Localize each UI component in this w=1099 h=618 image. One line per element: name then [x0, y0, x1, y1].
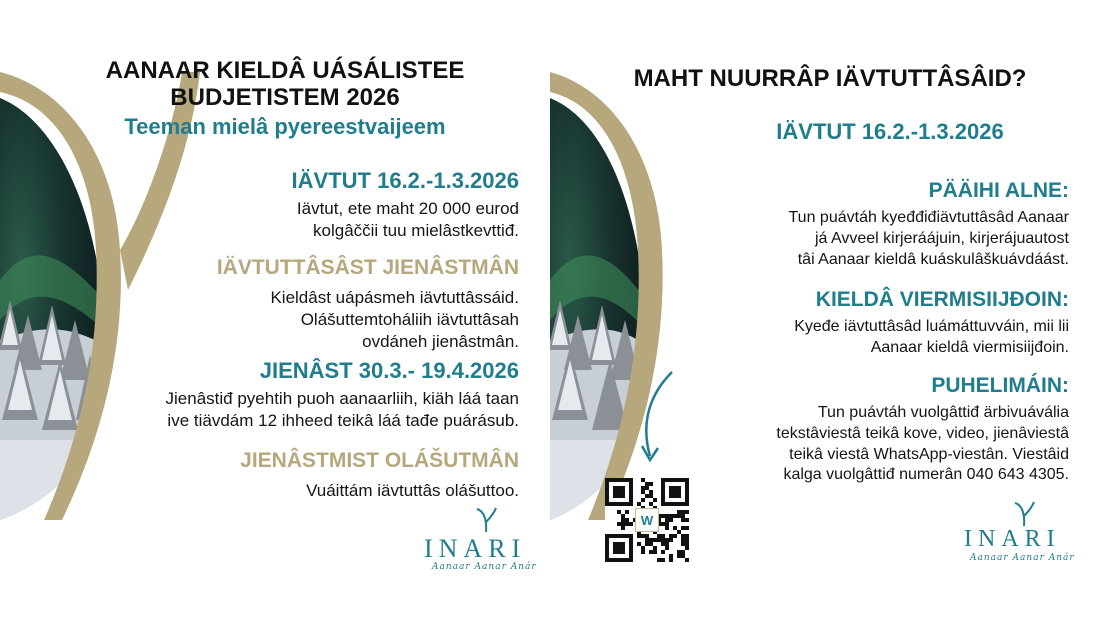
step-propose-title: IÄVTUT 16.2.-1.3.2026	[291, 168, 519, 193]
campaign-subtitle: Teeman mielâ pyereestvaijeem	[124, 114, 446, 139]
method-website-text: Kyeđe iävtuttâsâd luámáttuvváin, mii lii Aanaar kieldâ viermisiijđoin.	[794, 318, 1069, 356]
step-vote-text: Jienâstiđ pyehtih puoh aanaarliih, kiäh láá taan ive tiävdám 12 ihheed teikâ láá tađe puárásub.	[165, 389, 519, 431]
method-library-title: PÄÄIHI ALNE:	[928, 179, 1069, 202]
how-to-submit-title: MAHT NUURRÂP IÄVTUTTÂSÂID?	[633, 65, 1027, 92]
step-implementation-text: Vuáittám iävtuttâs olášuttoo.	[306, 481, 519, 500]
method-phone-text: Tun puávtáh vuolgâttiđ ärbivuávália tekstâviestâ teikâ kove, video, jienâviestâ teikâ viestâ WhatsApp-viestân. Viestâid kalga vuolgâttiđ numerân 040 643 4305.	[776, 404, 1069, 484]
left-poster-panel	[0, 0, 549, 618]
method-phone-title: PUHELIMÁIN:	[931, 374, 1069, 397]
inari-logo-wordmark: INARI	[964, 526, 1061, 552]
campaign-title-line-2: BUDJETISTEM 2026	[170, 83, 400, 111]
inari-logo-tagline: Aanaar Aanar Anár	[970, 553, 1075, 563]
submission-period: IÄVTUT 16.2.-1.3.2026	[776, 119, 1004, 144]
qr-code[interactable]	[605, 478, 689, 562]
campaign-title-line-1: AANAAR KIELDÂ UÁSÁLISTEE	[105, 57, 465, 84]
step-proposals-to-vote-text: Kieldâst uápásmeh iävtuttâssáid. Olášuttemtoháliih iävtuttâsah ovdáneh jienâstmân.	[270, 288, 519, 352]
qr-center-badge: W	[635, 508, 659, 532]
inari-logo-wordmark: INARI	[424, 534, 527, 563]
step-implementation-title: JIENÂSTMIST OLÁŠUTMÂN	[240, 449, 519, 472]
arrow-to-qr-icon	[638, 368, 678, 468]
right-poster-panel	[550, 0, 1099, 618]
inari-logo-mark-icon	[1012, 500, 1038, 528]
method-library-text: Tun puávtáh kyeđđiđiävtuttâsâd Aanaar já Avveel kirjeráájuin, kirjerájuautost tâi Aanaar kieldâ kuáskulâškuávdáást.	[788, 209, 1069, 268]
campaign-title	[70, 58, 500, 112]
method-website-title: KIELDÂ VIERMISIIJĐOIN:	[815, 288, 1069, 311]
step-vote-title: JIENÂST 30.3.- 19.4.2026	[259, 358, 519, 383]
step-propose-text: Iävtut, ete maht 20 000 eurod kolgâččii tuu mielâstkevttiđ.	[296, 199, 519, 241]
inari-logo-tagline: Aanaar Aanar Anár	[432, 562, 537, 572]
step-proposals-to-vote-title: IÄVTUTTÂSÂST JIENÂSTMÂN	[216, 256, 519, 279]
inari-logo-mark-icon	[474, 506, 500, 534]
